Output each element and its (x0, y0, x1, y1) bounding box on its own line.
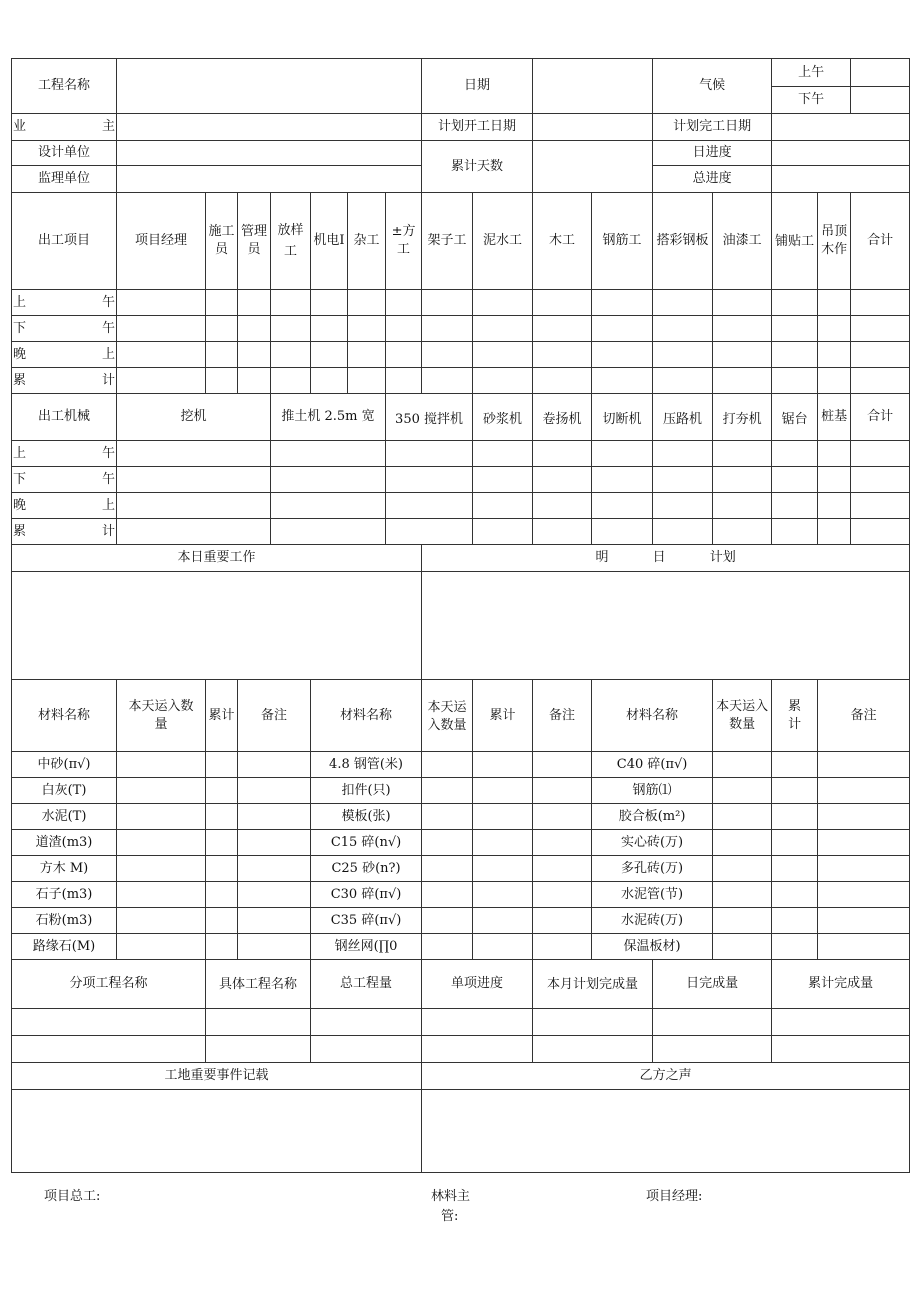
material-today-qty-label-2: 本天运入数量 (422, 680, 473, 752)
material-name: 中砂(π√) (12, 752, 117, 778)
labor-col-surveyor: 放样工 (271, 193, 311, 290)
weather-pm-label: 下午 (772, 87, 851, 114)
material-cumulative-label-3: 累计 (772, 680, 818, 752)
labor-col-constructor: 施工员 (206, 193, 238, 290)
labor-row-label: 晚 上 (12, 342, 117, 368)
machinery-col-excavator: 挖机 (117, 394, 271, 441)
tomorrow-plan-label: 明 日 计划 (422, 545, 910, 572)
total-progress-value[interactable] (772, 166, 910, 193)
weather-label: 气候 (653, 59, 772, 114)
material-manager-signature-label-2: 管: (441, 1209, 459, 1224)
cumulative-days-label: 累计天数 (422, 141, 533, 193)
material-name: C15 碎(n√) (311, 830, 422, 856)
labor-row-label: 累 计 (12, 368, 117, 394)
labor-row-label: 上 午 (12, 290, 117, 316)
owner-label: 业 主 (12, 114, 117, 141)
party-b-label: 乙方之声 (422, 1063, 910, 1090)
party-b-content[interactable] (422, 1090, 910, 1173)
machinery-row-label: 下 午 (12, 467, 117, 493)
labor-col-handyman: 杂工 (348, 193, 386, 290)
today-work-content[interactable] (12, 572, 422, 680)
subproject-total-label: 总工程量 (311, 960, 422, 1009)
form-table (11, 58, 910, 1173)
project-name-value[interactable] (117, 59, 422, 114)
machinery-col-roller: 压路机 (653, 394, 713, 441)
planned-finish-value[interactable] (772, 114, 910, 141)
machinery-row-label: 累 计 (12, 519, 117, 545)
supervision-unit-label: 监理单位 (12, 166, 117, 193)
owner-value[interactable] (117, 114, 422, 141)
daily-progress-value[interactable] (772, 141, 910, 166)
material-name: 水泥(T) (12, 804, 117, 830)
labor-col-tiler: 铺贴工 (772, 193, 818, 290)
machinery-col-mortar: 砂浆机 (473, 394, 533, 441)
material-name: 石子(m3) (12, 882, 117, 908)
material-name: 道渣(m3) (12, 830, 117, 856)
subproject-daily-done-label: 日完成量 (653, 960, 772, 1009)
material-name: C30 碎(π√) (311, 882, 422, 908)
machinery-col-total: 合计 (851, 394, 910, 441)
project-name-label: 工程名称 (12, 59, 117, 114)
material-name: 路缘石(M) (12, 934, 117, 960)
labor-col-carpenter: 木工 (533, 193, 592, 290)
design-unit-value[interactable] (117, 141, 422, 166)
machinery-col-pile: 桩基 (818, 394, 851, 441)
date-label: 日期 (422, 59, 533, 114)
tomorrow-plan-content[interactable] (422, 572, 910, 680)
labor-col-earthwork: ±方工 (386, 193, 422, 290)
labor-row-label: 下 午 (12, 316, 117, 342)
machinery-title: 出工机械 (12, 394, 117, 441)
material-remark-label-3: 备注 (818, 680, 910, 752)
material-cumulative-label: 累计 (206, 680, 238, 752)
supervision-unit-value[interactable] (117, 166, 422, 193)
labor-col-painter: 油漆工 (713, 193, 772, 290)
daily-log-form (11, 58, 909, 1173)
material-name: 钢筋⑴ (592, 778, 713, 804)
material-name: 方木 M) (12, 856, 117, 882)
material-name-label-2: 材料名称 (311, 680, 422, 752)
labor-col-administrator: 管理员 (238, 193, 271, 290)
material-name: 水泥砖(万) (592, 908, 713, 934)
material-name: 胶合板(m²) (592, 804, 713, 830)
material-remark-label-2: 备注 (533, 680, 592, 752)
subproject-cumulative-done-label: 累计完成量 (772, 960, 910, 1009)
machinery-col-hoist: 卷扬机 (533, 394, 592, 441)
material-name: 多孔砖(万) (592, 856, 713, 882)
site-events-content[interactable] (12, 1090, 422, 1173)
material-today-qty-label-3: 本天运入数量 (713, 680, 772, 752)
subproject-progress-label: 单项进度 (422, 960, 533, 1009)
labor-title: 出工项目 (12, 193, 117, 290)
material-manager-signature-label-1: 林料主 (431, 1189, 471, 1204)
subproject-name-label: 分项工程名称 (12, 960, 206, 1009)
material-name: C25 砂(n?) (311, 856, 422, 882)
cumulative-days-value[interactable] (533, 141, 653, 193)
material-name-label-3: 材料名称 (592, 680, 713, 752)
labor-col-rebar: 钢筋工 (592, 193, 653, 290)
material-name: 石粉(m3) (12, 908, 117, 934)
material-cumulative-label-2: 累计 (473, 680, 533, 752)
project-manager-signature-label: 项目经理: (646, 1189, 703, 1204)
material-name-label: 材料名称 (12, 680, 117, 752)
labor-col-scaffolder: 架子工 (422, 193, 473, 290)
material-today-qty-label: 本天运入数量 (117, 680, 206, 752)
material-name: 水泥管(节) (592, 882, 713, 908)
subproject-month-plan-label: 本月计划完成量 (533, 960, 653, 1009)
machinery-col-bulldozer: 推土机 2.5m 宽 (271, 394, 386, 441)
daily-progress-label: 日进度 (653, 141, 772, 166)
material-remark-label: 备注 (238, 680, 311, 752)
labor-col-ceiling: 吊顶木作 (818, 193, 851, 290)
labor-col-total: 合计 (851, 193, 910, 290)
machinery-row-label: 晚 上 (12, 493, 117, 519)
material-name: 模板(张) (311, 804, 422, 830)
planned-finish-label: 计划完工日期 (653, 114, 772, 141)
material-name: 4.8 钢管(米) (311, 752, 422, 778)
date-value[interactable] (533, 59, 653, 114)
site-events-label: 工地重要事件记载 (12, 1063, 422, 1090)
weather-pm-value[interactable] (851, 87, 910, 114)
material-name: 白灰(T) (12, 778, 117, 804)
labor-col-manager: 项目经理 (117, 193, 206, 290)
material-name: 保温板材) (592, 934, 713, 960)
machinery-col-rammer: 打夯机 (713, 394, 772, 441)
labor-col-color-steel: 搭彩钢板 (653, 193, 713, 290)
weather-am-label: 上午 (772, 59, 851, 87)
planned-start-label: 计划开工日期 (422, 114, 533, 141)
weather-am-value[interactable] (851, 59, 910, 87)
machinery-col-saw: 锯台 (772, 394, 818, 441)
machinery-col-mixer: 350 搅拌机 (386, 394, 473, 441)
labor-col-electromechanical: 机电Ⅰ (311, 193, 348, 290)
material-name: C40 碎(π√) (592, 752, 713, 778)
material-name: C35 碎(π√) (311, 908, 422, 934)
machinery-col-cutter: 切断机 (592, 394, 653, 441)
chief-engineer-signature-label: 项目总工: (44, 1189, 101, 1204)
design-unit-label: 设计单位 (12, 141, 117, 166)
subproject-specific-label: 具体工程名称 (206, 960, 311, 1009)
material-name: 钢丝网(∏0 (311, 934, 422, 960)
labor-col-mason: 泥水工 (473, 193, 533, 290)
planned-start-value[interactable] (533, 114, 653, 141)
material-name: 扣件(只) (311, 778, 422, 804)
machinery-row-label: 上 午 (12, 441, 117, 467)
material-name: 实心砖(万) (592, 830, 713, 856)
total-progress-label: 总进度 (653, 166, 772, 193)
today-work-label: 本日重要工作 (12, 545, 422, 572)
